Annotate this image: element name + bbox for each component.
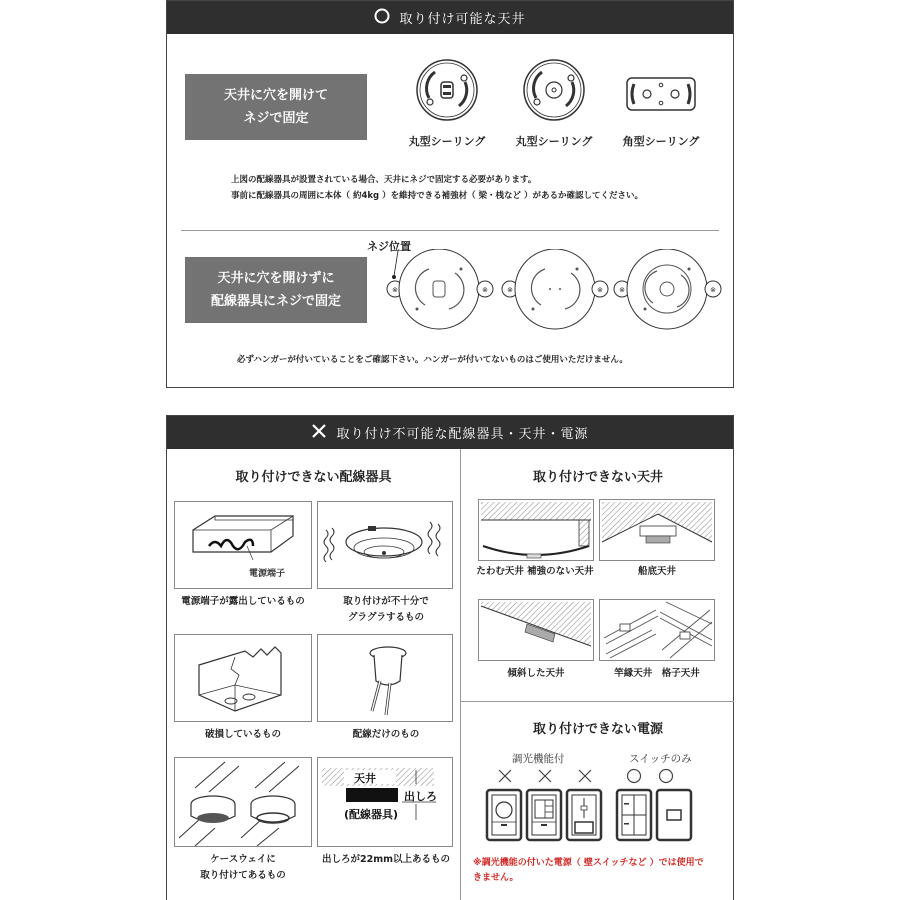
- no-drill-box-line-2: 配線器具にネジで固定: [210, 294, 341, 309]
- hanger-fixtures-diagram: [377, 249, 727, 343]
- margin-label: 出しろ: [404, 790, 437, 803]
- round-ceiling-fixture-icon: [415, 58, 479, 126]
- caption-line: 出しろが22mm以上あるもの: [321, 854, 451, 865]
- dimmer-label: 調光機能付: [512, 753, 565, 765]
- drill-method-box: [185, 74, 367, 140]
- switch-only-label: スイッチのみ: [629, 753, 692, 765]
- round-ceiling-fixture-icon: [522, 58, 586, 126]
- square-ceiling-fixture-icon: [625, 76, 697, 116]
- svg-text:⊗: ⊗: [392, 286, 398, 294]
- no-drill-method-box: [185, 257, 367, 323]
- ceilings-title: 取り付けできない天井: [532, 470, 663, 485]
- fixture-caption: [312, 594, 460, 626]
- caption-line: グラグラするもの: [347, 612, 424, 623]
- fixture-caption: [312, 727, 460, 743]
- panel-title: 取り付け不可能な配線器具・天井・電源: [336, 427, 589, 442]
- drill-note-2: 事前に配線器具の周囲に本体（ 約4kg ）を維持できる補強材（ 梁・桟など ）があるか確認してください。: [231, 191, 643, 201]
- terminal-label: 電源端子: [249, 569, 286, 579]
- fixture-caption: [167, 727, 319, 743]
- caption-line: 電源端子が露出しているもの: [181, 596, 305, 607]
- caption-line: 配線だけのもの: [352, 729, 420, 740]
- drill-box-line-1: 天井に穴を開けて: [223, 88, 328, 103]
- grid-ceiling-card: [599, 599, 715, 661]
- caption-line: 取り付けてあるもの: [200, 870, 286, 881]
- caption-line: 取り付けが不十分で: [343, 596, 429, 607]
- warning-line: ※調光機能の付いた電源（ 壁スイッチなど ）では使用で: [473, 858, 704, 868]
- wobbly-fixture-card: [317, 501, 453, 589]
- ceiling-caption: たわむ天井 補強のない天井: [476, 566, 594, 577]
- no-drill-box-line-1: 天井に穴を開けずに: [217, 271, 335, 286]
- power-title: 取り付けできない電源: [532, 722, 663, 737]
- ceiling-caption: 傾斜した天井: [507, 668, 565, 679]
- caption-line: ケースウェイに: [210, 854, 276, 865]
- fixture-caption: [167, 594, 319, 610]
- figure-label: 丸型シーリング: [515, 135, 593, 148]
- fixture-caption: [167, 852, 319, 884]
- ceiling-caption: 竿縁天井 格子天井: [614, 668, 700, 679]
- switch-diagrams: [485, 766, 725, 860]
- svg-text:⊗: ⊗: [482, 286, 488, 294]
- panel-header: [167, 1, 733, 34]
- drill-box-line-2: ネジで固定: [243, 111, 309, 126]
- ceiling-label: 天井: [354, 772, 376, 785]
- unmountable-panel: [166, 415, 734, 900]
- sagging-ceiling-card: [478, 499, 594, 561]
- vaulted-ceiling-card: [599, 499, 715, 561]
- screw-position-label: ネジ位置: [367, 240, 411, 253]
- mountable-ceiling-panel: [166, 0, 734, 388]
- sloped-ceiling-card: [478, 599, 594, 661]
- right-column-divider: [461, 701, 734, 702]
- svg-text:⊗: ⊗: [619, 286, 625, 294]
- hanger-note: 必ずハンガーが付いていることをご確認下さい。ハンガーが付いてないものはご使用いただけません。: [237, 355, 628, 365]
- exposed-terminal-card: [174, 501, 312, 589]
- figure-label: 丸型シーリング: [408, 135, 486, 148]
- figure-label: 角型シーリング: [622, 135, 700, 148]
- dimmer-warning: [473, 856, 704, 886]
- damaged-fixture-card: [174, 634, 312, 722]
- circle-o-icon: [374, 8, 390, 28]
- fixture-caption: [312, 852, 460, 868]
- section-divider: [181, 230, 719, 231]
- x-mark-icon: [311, 423, 327, 443]
- margin-22mm-card: [317, 757, 453, 847]
- panel-title: 取り付け可能な天井: [399, 12, 526, 27]
- svg-text:⊗: ⊗: [597, 286, 603, 294]
- panel-header: [167, 416, 733, 449]
- fixture-label: (配線器具): [344, 808, 399, 821]
- svg-text:⊗: ⊗: [710, 286, 716, 294]
- warning-line: きません。: [473, 873, 519, 883]
- wires-only-card: [317, 634, 453, 722]
- ceiling-caption: 船底天井: [637, 566, 676, 577]
- caption-line: 破損しているもの: [204, 729, 281, 740]
- drill-note-1: 上図の配線器具が設置されている場合、天井にネジで固定する必要があります。: [231, 175, 537, 185]
- caseway-fixture-card: [174, 757, 312, 847]
- column-divider: [460, 449, 461, 900]
- fixtures-title: 取り付けできない配線器具: [235, 470, 392, 485]
- svg-text:⊗: ⊗: [507, 286, 513, 294]
